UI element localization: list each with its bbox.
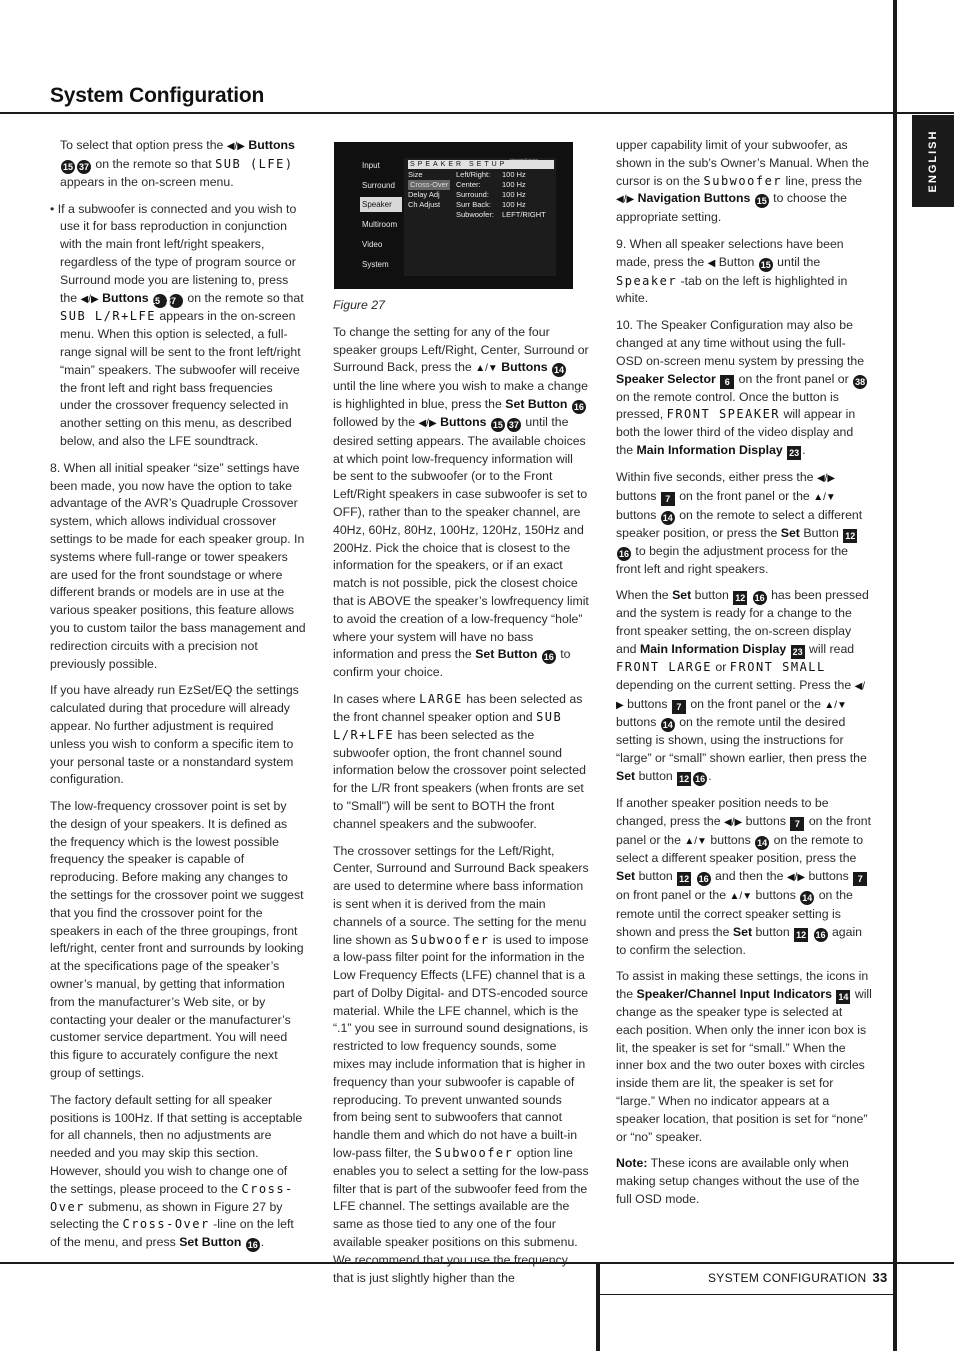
osd-menu-input: Input [362,161,380,170]
osd-menu-multiroom: Multiroom [362,220,398,229]
ref-number-7: 7 [661,492,675,506]
left-right-arrow-icon: ◀/▶ [226,141,245,152]
paragraph: 9. When all speaker selections have been made, press the ◀ Button 15 until the Speaker -tab on the left is highlighted in white. [616,236,848,306]
ref-number-23: 23 [789,447,800,458]
right-border-bar [893,0,897,1351]
osd-menu-video: Video [362,240,383,249]
paragraph: If another speaker position needs to be changed, press the ◀/▶ buttons 7 on the front panel or the ▲/▼ buttons 14 on the remote to select a different speaker position, press the Set button 12 16 and then the ◀/▶ buttons 7 on front panel or the ▲/▼ buttons 14 on the remote until the correct speaker setting is shown and press the Set button 12 16 again to confirm the selection. [616,795,872,957]
osd-option-ch-adjust: Ch Adjust [408,200,441,209]
ref-number-16: 16 [815,929,826,940]
left-right-arrow-icon: ◀/▶ [418,417,437,429]
osd-option-delay: Delay Adj [408,190,440,199]
up-down-arrow-icon: ▲/▼ [729,890,753,902]
column-1 [50,137,306,1261]
osd-row-left-right: Left/Right: 100 Hz [456,170,526,179]
left-right-arrow-icon: ◀/▶ [724,816,743,828]
ref-number-7: 7 [853,872,867,886]
osd-row-center: Center: 100 Hz [456,180,526,189]
osd-menu-system: System [362,260,389,269]
up-down-arrow-icon: ▲/▼ [824,699,847,711]
ref-number-15: 15 [153,294,167,308]
ref-number-15: 15 [760,259,771,270]
paragraph: If you have already run EzSet/EQ the settings calculated during that procedure will already appear. No further adjustment is required unless you wish to conform a specific item to your personal taste or a nonstandard system configuration. [50,683,299,787]
paragraph: To change the setting for any of the four speaker groups Left/Right, Center, Surround or Surround Back, press the ▲/▼ Buttons 14 until the line where you wish to make a change is highlighted in blue, press the Set Button 16 followed by the ◀/▶ Buttons 15 37 until the desired setting appears. The available choices at which point low-frequency information will be sent to the subwoofer (or to the Front Left/Right speakers in case subwoofer is set to OFF), rather than to the speaker channel, are 40Hz, 60Hz, 80Hz, 100Hz, 120Hz, 150Hz and 200Hz. Pick the choice that is closest to the information for the speakers, or if an exact match is not possible, pick the closest choice that is ABOVE the speaker’s lowfrequency limit to avoid the creation of a low-frequency “hole” where your system will have no bass information and press the Set Button 16 to confirm your choice. [333,324,589,680]
paragraph: Within five seconds, either press the ◀/▶ buttons 7 on the front panel or the ▲/▼ buttons 14 on the remote to select a different speaker position, or press the Set Button 1216 to begin the adjustment process for the front left and right speakers. [616,469,863,576]
paragraph: When the Set button 12 16 has been pressed and the system is ready for a change to the front speaker setting, the on-screen display and Main Information Display 23 will read FRONT LARGE or FRONT SMALL depending on the current setting. Press the ◀/▶ buttons 7 on the front panel or the ▲/▼ buttons 14 on the remote until the desired setting is shown, using the instructions for “large” or “small” shown earlier, then press the Set button 12 16 . [616,588,869,784]
left-right-arrow-icon: ◀/▶ [786,872,806,884]
paragraph: The factory default setting for all speaker positions is 100Hz. If that setting is acceptable for all channels, then no adjustments are needed and you may skip this section. However, should you wish to change one of the settings, please proceed to the Cross-Over submenu, as shown in Figure 27 by selecting the Cross-Over -line on the left of the menu, and press Set Button 16 . [50,1092,303,1251]
osd-row-surround: Surround: 100 Hz [456,190,526,199]
osd-row-surr-back: Surr Back: 100 Hz [456,200,526,209]
ref-number-12: 12 [679,773,690,784]
ref-number-15: 15 [62,161,73,172]
figure-caption: Figure 27 [333,298,385,312]
ref-number-16: 16 [543,652,554,663]
ref-number-16: 16 [754,593,765,604]
ref-number-37: 37 [508,419,519,430]
paragraph: Note: These icons are available only when making setup changes without the use of the full OSD mode. [616,1156,860,1207]
ref-number-7: 7 [672,700,686,714]
ref-number-16: 16 [573,401,584,412]
ref-number-37: 37 [169,294,183,308]
left-right-arrow-icon: ◀/▶ [616,194,635,206]
ref-number-14: 14 [838,992,849,1003]
ref-number-14: 14 [757,837,768,848]
left-right-arrow-icon: ◀/▶ [816,472,836,484]
ref-number-16: 16 [618,548,629,559]
ref-number-12: 12 [796,929,807,940]
ref-number-6: 6 [720,375,734,389]
paragraph: • If a subwoofer is connected and you wish to use it for bass reproduction in conjunction with the main front left/right speakers, regardless of the type of program source or Surround mode you are listening to, press the ◀/▶ Buttons 15 37 on the remote so that SUB L/R+LFE appears in the on-screen menu. When this option is selected, a full-range signal will be sent to the front left/right “main” speakers. The subwoofer will receive the front left and right bass frequencies under the crossover frequency selected in another setting on this menu, as described below, and also the LFE soundtrack. [50,201,304,448]
column-2 [333,137,589,1296]
up-down-arrow-icon: ▲/▼ [684,835,707,847]
osd-option-size: Size [408,170,423,179]
ref-number-7: 7 [790,817,804,831]
ref-number-16: 16 [698,874,709,885]
language-label: ENGLISH [927,129,939,193]
osd-menu-surround: Surround [362,181,395,190]
paragraph: The crossover settings for the Left/Right, Center, Surround and Surround Back speakers are used to determine where bass information is sent when it is derived from the main channels of a source. The setting for the menu line shown as Subwoofer is used to impose a low-pass filter point for the information in the Low Frequency Effects (LFE) channel that is a part of Dolby Digital- and DTS-encoded source material. While the LFE channel, which is the “.1” you see in surround sound designations, is restricted to low frequency sounds, some mixes may include information that is higher in frequency than your subwoofer is capable of reproducing. To prevent unwanted sounds from being sent to subwoofers that cannot handle them and which do not have a built-in low-pass filter, the Subwoofer option line enables you to select a setting for the low-pass filter that is part of the subwoofer feed from the LFE channel. The settings available are the same as those tied to any one of the four available speaker positions on this submenu. We recommend that you use the frequency that is just slightly higher than the [333,843,589,1285]
up-down-arrow-icon: ▲/▼ [813,491,836,503]
page-title: System Configuration [50,84,265,107]
paragraph: The low-frequency crossover point is set by the design of your speakers. It is defined as the frequency which is the lowest possible frequency the speaker is capable of reproducing. Before making any changes to the settings for the crossover point we suggest that you find the crossover point for the speakers in each of the three groupings, front left/right, center front and surrounds by looking at the specifications page of the speaker’s owner’s manual, by getting that information from the manufacturer’s Web site, or by contacting your dealer or the manufacturer’s customer service department. You will need this figure to accurately configure the next group of settings. [50,799,304,1081]
ref-number-16: 16 [695,773,706,784]
left-arrow-icon: ◀ [707,257,716,269]
ref-number-14: 14 [662,720,673,731]
paragraph: In cases where LARGE has been selected as the front channel speaker option and SUB L/R+LFE has been selected as the subwoofer option, the front channel sound information below the crossover point selected for the L/R front speakers (when fronts are set to "Small") will be sent to BOTH the front channel speakers and the subwoofer. [333,692,586,831]
ref-number-14: 14 [554,365,565,376]
paragraph: upper capability limit of your subwoofer, as shown in the sub’s Owner’s Manual. When the cursor is on the Subwoofer line, press the ◀/▶ Navigation Buttons 15 to choose the appropriate setting. [616,138,869,225]
ref-number-37: 37 [78,161,89,172]
footer-left-bar [596,1262,600,1351]
ref-number-16: 16 [247,1240,258,1251]
left-right-arrow-icon: ◀/▶ [616,680,866,711]
ref-number-12: 12 [679,874,690,885]
paragraph: 10. The Speaker Configuration may also be changed at any time without using the full-OSD on-screen menu system by pressing the Speaker Selector 6 on the front panel or 38 on the remote control. Once the button is pressed, FRONT SPEAKER will appear in both the lower third of the video display and the Main Information Display 23 . [616,318,866,458]
osd-option-crossover: Cross-Over [410,180,449,189]
language-tab [912,115,954,207]
ref-number-15: 15 [756,196,767,207]
paragraph: To select that option press the ◀/▶ Buttons 15 37 on the remote so that SUB (LFE) appears in the on-screen menu. [60,138,295,189]
osd-row-subwoofer: Subwoofer: LEFT/RIGHT [456,210,546,219]
paragraph: To assist in making these settings, the icons in the Speaker/Channel Input Indicators 14 will change as the speaker type is selected at each position. When only the inner icon box is lit, the speaker is set for “small.” When the inner box and the two outer boxes with circles inside them are lit, the speaker is set for “large.” When no indicator appears at a speaker location, that position is set for “none” or “no” speaker. [616,969,872,1144]
paragraph: 8. When all initial speaker “size” settings have been made, you now have the option to take advantage of the AVR’s Quadruple Crossover system, which allows individual crossover settings to be made for each speaker group. In systems where full-range or tower speakers are used for the front soundstage or where different brands or models are in use at the various speaker positions, this feature allows you to custom tailor the bass management and redirection circuits with a precision not previously possible. [50,460,306,671]
ref-number-38: 38 [855,376,866,387]
osd-screenshot [334,142,573,289]
column-3 [616,137,872,1218]
osd-menu-speaker: Speaker [360,197,402,212]
header-rule [0,112,954,114]
page-number: 33 [872,1270,888,1285]
footer-section: SYSTEM CONFIGURATION [708,1271,867,1285]
footer-bottom-rule [597,1294,897,1295]
ref-number-12: 12 [735,593,746,604]
ref-number-12: 12 [845,530,856,541]
osd-speaker-setup-header: SPEAKER SETUP [408,160,554,169]
page-footer [708,1270,888,1285]
up-down-arrow-icon: ▲/▼ [475,363,498,375]
ref-number-23: 23 [792,646,803,657]
ref-number-14: 14 [662,512,673,523]
left-right-arrow-icon: ◀/▶ [80,293,99,305]
ref-number-14: 14 [802,892,813,903]
ref-number-15: 15 [492,419,503,430]
